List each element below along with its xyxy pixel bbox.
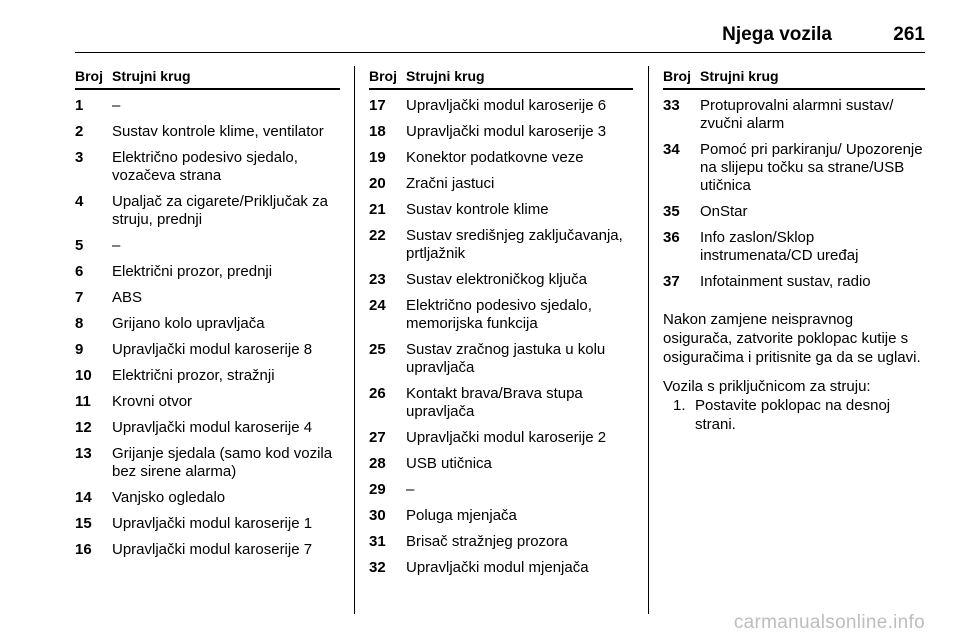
- circuit-name: Konektor podatkovne veze: [406, 149, 584, 166]
- circuit-name: Upravljački modul mjenjača: [406, 559, 589, 576]
- fuse-number: 32: [369, 559, 386, 576]
- table-row: [663, 97, 925, 133]
- fuse-number: 2: [75, 123, 84, 140]
- table-header: [369, 66, 633, 90]
- table-row: [369, 175, 633, 193]
- table-row: [75, 445, 340, 481]
- table-row: [75, 489, 340, 507]
- fuse-number: 14: [75, 489, 92, 506]
- circuit-name: Protuprovalni alarmni sustav/ zvučni alarm: [700, 97, 894, 132]
- fuse-number: 17: [369, 97, 386, 114]
- fuse-number: 7: [75, 289, 84, 306]
- circuit-name: Upravljački modul karoserije 7: [112, 541, 313, 558]
- circuit-name: –: [406, 481, 415, 498]
- page-number: 261: [893, 24, 925, 45]
- table-row: [369, 481, 633, 499]
- fuse-number: 30: [369, 507, 386, 524]
- fuse-number: 27: [369, 429, 386, 446]
- table-row: [75, 515, 340, 533]
- fuse-number: 9: [75, 341, 84, 358]
- fuse-number: 29: [369, 481, 386, 498]
- col-num-header: Broj: [75, 68, 103, 84]
- circuit-name: Infotainment sustav, radio: [700, 273, 871, 290]
- table-row: [369, 123, 633, 141]
- table-row: [75, 263, 340, 281]
- circuit-name: Sustav kontrole klime: [406, 201, 549, 218]
- table-row: [75, 237, 340, 255]
- circuit-name: –: [112, 97, 121, 114]
- fuse-number: 18: [369, 123, 386, 140]
- fuse-number: 35: [663, 203, 680, 220]
- circuit-name: Električno podesivo sjedalo, vozačeva strana: [112, 149, 298, 184]
- circuit-name: Upravljački modul karoserije 1: [112, 515, 313, 532]
- fuse-number: 12: [75, 419, 92, 436]
- table-row: [369, 455, 633, 473]
- fuse-number: 19: [369, 149, 386, 166]
- circuit-name: Upravljački modul karoserije 2: [406, 429, 607, 446]
- step-number: 1.: [673, 397, 686, 414]
- fuse-number: 8: [75, 315, 84, 332]
- table-row: [369, 385, 633, 421]
- fuse-number: 16: [75, 541, 92, 558]
- col-circuit-header: Strujni krug: [406, 68, 485, 84]
- table-rows: [663, 97, 925, 291]
- body-paragraph: Vozila s priključnicom za struju:: [663, 378, 871, 395]
- fuse-number: 13: [75, 445, 92, 462]
- table-row: [369, 149, 633, 167]
- table-row: [369, 559, 633, 577]
- fuse-table-column-3: [663, 66, 925, 434]
- fuse-number: 21: [369, 201, 386, 218]
- table-row: [75, 419, 340, 437]
- table-row: [369, 97, 633, 115]
- col-num-header: Broj: [663, 68, 691, 84]
- circuit-name: Sustav elektroničkog ključa: [406, 271, 587, 288]
- table-row: [75, 367, 340, 385]
- table-header: [663, 66, 925, 90]
- body-paragraph: Nakon zamjene neispravnog osigurača, zatvorite poklopac kutije s osiguračima i pritisnite ga da se uglavi.: [663, 311, 921, 366]
- fuse-number: 34: [663, 141, 680, 158]
- table-row: [369, 507, 633, 525]
- circuit-name: Sustav središnjeg zaključavanja, prtljažnik: [406, 227, 623, 262]
- fuse-number: 36: [663, 229, 680, 246]
- fuse-number: 25: [369, 341, 386, 358]
- circuit-name: OnStar: [700, 203, 748, 220]
- circuit-name: Upravljački modul karoserije 4: [112, 419, 313, 436]
- table-row: [75, 393, 340, 411]
- circuit-name: Električni prozor, stražnji: [112, 367, 275, 384]
- column-divider: [648, 66, 649, 614]
- column-divider: [354, 66, 355, 614]
- circuit-name: Grijanje sjedala (samo kod vozila bez sirene alarma): [112, 445, 333, 480]
- section-title: Njega vozila: [722, 24, 832, 45]
- col-circuit-header: Strujni krug: [700, 68, 779, 84]
- step-text: Postavite poklopac na desnoj strani.: [695, 397, 891, 433]
- fuse-number: 24: [369, 297, 386, 314]
- fuse-number: 11: [75, 393, 91, 410]
- watermark: carmanualsonline.info: [733, 612, 925, 633]
- circuit-name: Vanjsko ogledalo: [112, 489, 226, 506]
- table-row: [369, 533, 633, 551]
- fuse-number: 22: [369, 227, 386, 244]
- fuse-number: 33: [663, 97, 680, 114]
- instruction-step: [663, 396, 925, 434]
- table-row: [75, 315, 340, 333]
- page-header: [75, 24, 925, 50]
- table-row: [75, 193, 340, 229]
- circuit-name: Sustav zračnog jastuka u kolu upravljača: [406, 341, 606, 376]
- col-circuit-header: Strujni krug: [112, 68, 191, 84]
- circuit-name: Zračni jastuci: [406, 175, 495, 192]
- circuit-name: Električni prozor, prednji: [112, 263, 273, 280]
- circuit-name: Električno podesivo sjedalo, memorijska funkcija: [406, 297, 592, 332]
- table-rows: [75, 97, 340, 559]
- fuse-number: 26: [369, 385, 386, 402]
- fuse-number: 4: [75, 193, 84, 210]
- circuit-name: USB utičnica: [406, 455, 492, 472]
- circuit-name: –: [112, 237, 121, 254]
- table-row: [663, 203, 925, 221]
- fuse-number: 3: [75, 149, 84, 166]
- table-row: [75, 541, 340, 559]
- table-row: [369, 201, 633, 219]
- table-row: [369, 297, 633, 333]
- table-row: [663, 229, 925, 265]
- fuse-number: 15: [75, 515, 92, 532]
- table-row: [369, 341, 633, 377]
- circuit-name: Upaljač za cigarete/Priključak za struju, prednji: [112, 193, 328, 228]
- fuse-number: 20: [369, 175, 386, 192]
- circuit-name: Poluga mjenjača: [406, 507, 517, 524]
- circuit-name: ABS: [112, 289, 143, 306]
- table-row: [369, 227, 633, 263]
- fuse-number: 1: [75, 97, 84, 114]
- circuit-name: Kontakt brava/Brava stupa upravljača: [406, 385, 583, 420]
- table-row: [75, 149, 340, 185]
- table-row: [75, 123, 340, 141]
- circuit-name: Upravljački modul karoserije 8: [112, 341, 313, 358]
- table-row: [369, 271, 633, 289]
- table-row: [75, 97, 340, 115]
- circuit-name: Krovni otvor: [112, 393, 193, 410]
- fuse-number: 23: [369, 271, 386, 288]
- table-row: [369, 429, 633, 447]
- table-rows: [369, 97, 633, 577]
- table-row: [663, 273, 925, 291]
- header-rule: [75, 52, 925, 53]
- fuse-number: 10: [75, 367, 92, 384]
- col-num-header: Broj: [369, 68, 397, 84]
- circuit-name: Upravljački modul karoserije 6: [406, 97, 607, 114]
- fuse-number: 31: [369, 533, 386, 550]
- table-row: [75, 289, 340, 307]
- fuse-number: 6: [75, 263, 84, 280]
- fuse-number: 5: [75, 237, 84, 254]
- table-header: [75, 66, 340, 90]
- circuit-name: Sustav kontrole klime, ventilator: [112, 123, 324, 140]
- circuit-name: Pomoć pri parkiranju/ Upozorenje na slijepu točku sa strane/USB utičnica: [700, 141, 923, 194]
- circuit-name: Upravljački modul karoserije 3: [406, 123, 607, 140]
- fuse-table-column-1: [75, 66, 340, 559]
- fuse-number: 28: [369, 455, 386, 472]
- table-row: [75, 341, 340, 359]
- fuse-number: 37: [663, 273, 680, 290]
- table-row: [663, 141, 925, 195]
- fuse-table-column-2: [369, 66, 633, 577]
- circuit-name: Grijano kolo upravljača: [112, 315, 265, 332]
- circuit-name: Info zaslon/Sklop instrumenata/CD uređaj: [700, 229, 859, 264]
- circuit-name: Brisač stražnjeg prozora: [406, 533, 568, 550]
